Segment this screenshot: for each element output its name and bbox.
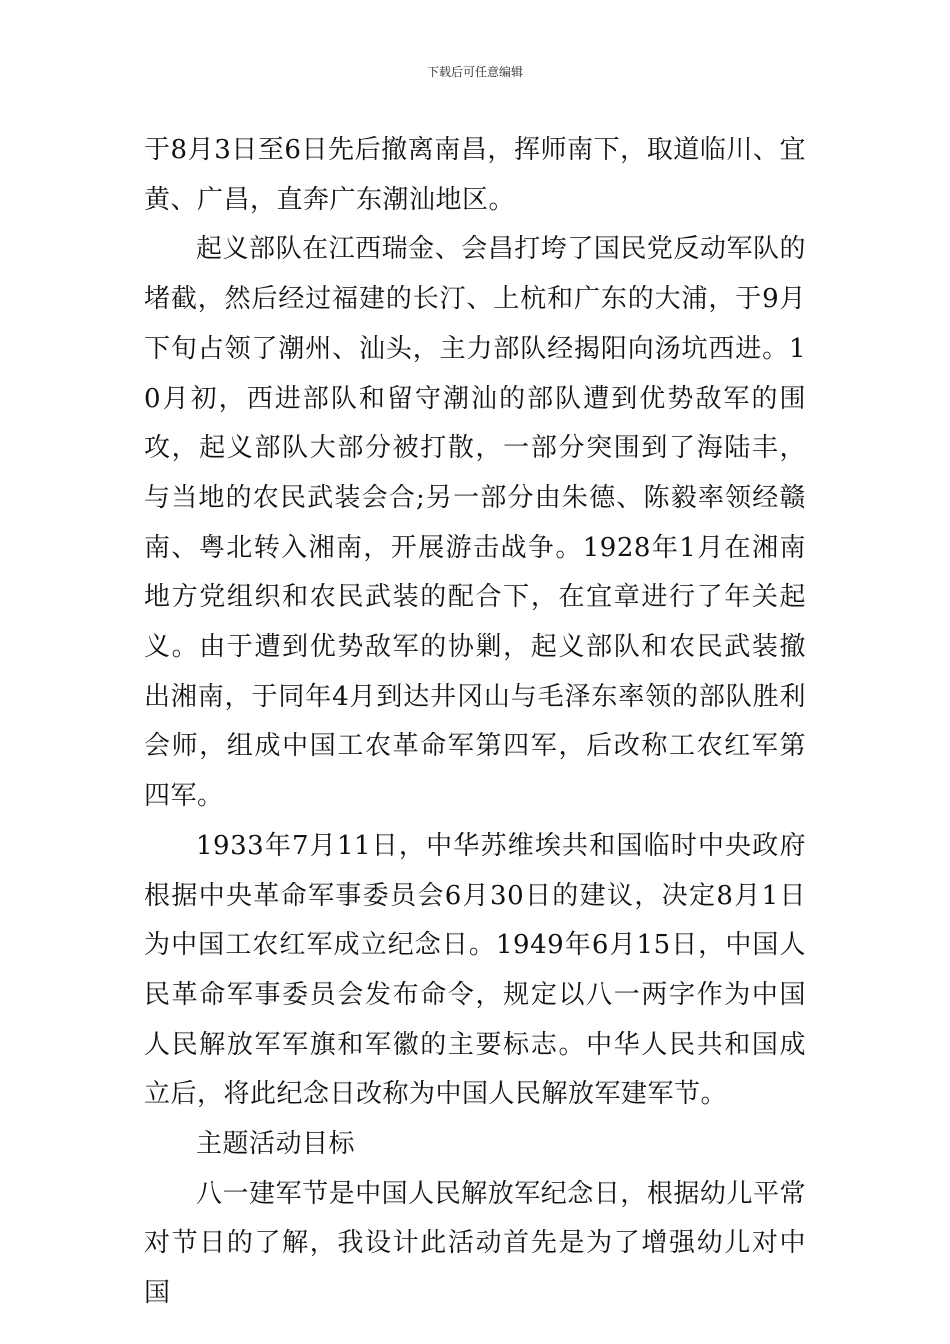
paragraph-continuation: 于8月3日至6日先后撤离南昌，挥师南下，取道临川、宜黄、广昌，直奔广东潮汕地区。 [144, 135, 806, 215]
document-body [144, 126, 806, 1319]
paragraph-army-day-origin: 1933年7月11日，中华苏维埃共和国临时中央政府根据中央革命军事委员会6月30日的建议，决定8月1日为中国工农红军成立纪念日。1949年6月15日，中国人民革命军事委员会发布命令，规定以八一两字作为中国人民解放军军旗和军徽的主要标志。中华人民共和国成立后，将此纪念日改称为中国人民解放军建军节。 [144, 830, 806, 1110]
paragraph-uprising-route: 起义部队在江西瑞金、会昌打垮了国民党反动军队的堵截，然后经过福建的长汀、上杭和广东的大浦，于9月下旬占领了潮州、汕头，主力部队经揭阳向汤坑西进。10月初，西进部队和留守潮汕的部队遭到优势敌军的围攻，起义部队大部分被打散，一部分突围到了海陆丰，与当地的农民武装会合;另一部分由朱德、陈毅率领经赣南、粤北转入湘南，开展游击战争。1928年1月在湘南地方党组织和农民武装的配合下，在宜章进行了年关起义。由于遭到优势敌军的协剿，起义部队和农民武装撤出湘南，于同年4月到达井冈山与毛泽东率领的部队胜利会师，组成中国工农革命军第四军，后改称工农红军第四军。 [144, 234, 806, 812]
paragraph-activity-goals: 八一建军节是中国人民解放军纪念日，根据幼儿平常对节日的了解，我设计此活动首先是为了增强幼儿对中国 [144, 1178, 806, 1309]
section-heading-activity-goals: 主题活动目标 [196, 1129, 356, 1160]
page-header: 下载后可任意编辑 [426, 65, 523, 79]
